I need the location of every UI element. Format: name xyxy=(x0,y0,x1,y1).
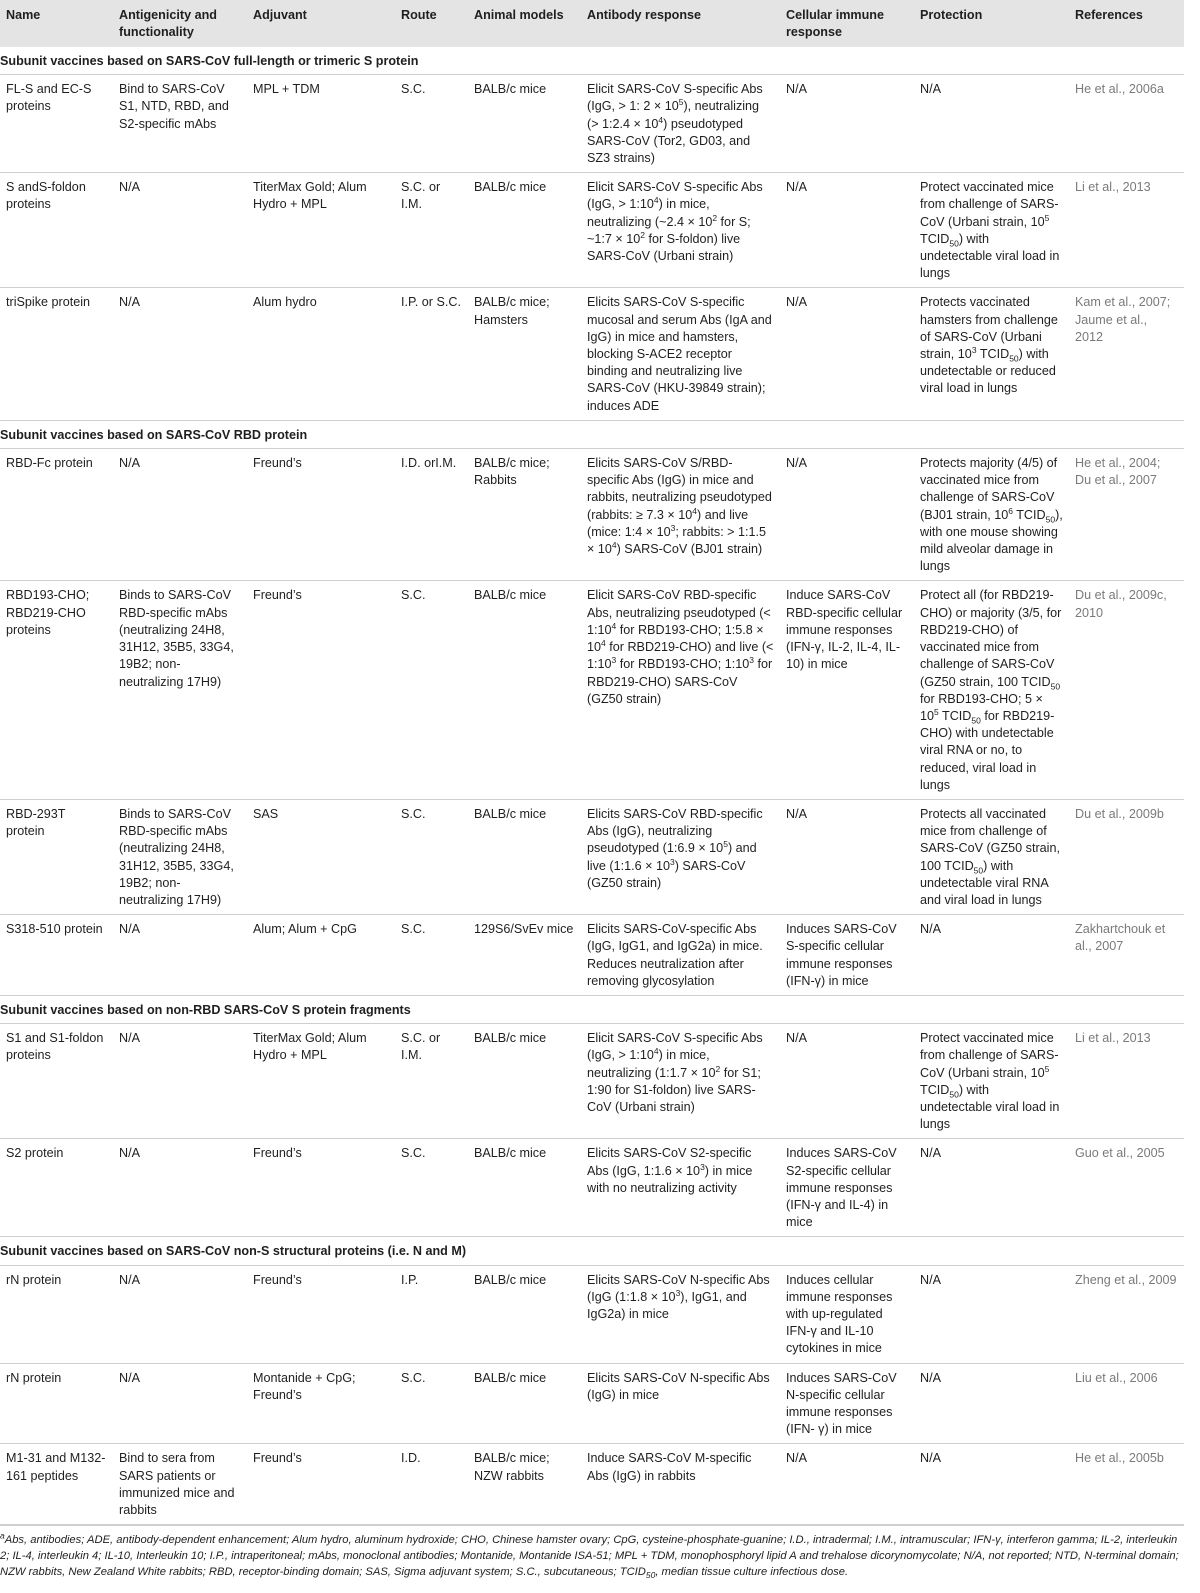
column-header: Antigenicity and functionality xyxy=(113,0,247,47)
cell-antibody-response: Elicit SARS-CoV S-specific Abs (IgG, > 1: $2 \times 10^5$), neutralizing (> 1:2.4 × $10^4$) pseudotyped SARS-CoV (Tor2, GD03, and SZ3 strains) xyxy=(581,75,780,173)
cell-references: Li et al., 2013 xyxy=(1069,173,1184,288)
cell-references: Liu et al., 2006 xyxy=(1069,1363,1184,1444)
cell-animal-models: BALB/c mice xyxy=(468,1363,581,1444)
cell-cellular-response: Induces cellular immune responses with up-regulated IFN-γ and IL-10 cytokines in mice xyxy=(780,1265,914,1363)
cell-references: Kam et al., 2007; Jaume et al., 2012 xyxy=(1069,288,1184,420)
cell-antibody-response: Elicits SARS-CoV N-specific Abs (IgG (1:1.8 × $10^3$), IgG1, and IgG2a) in mice xyxy=(581,1265,780,1363)
column-header: Name xyxy=(0,0,113,47)
cell-adjuvant: SAS xyxy=(247,799,395,914)
cell-protection: Protect vaccinated mice from challenge of SARS-CoV (Urbani strain, $10^5$ $TCID_{50}$) with undetectable viral load in lungs xyxy=(914,1024,1069,1139)
cell-antigenicity: Binds to SARS-CoV RBD-specific mAbs (neutralizing 24H8, 31H12, 35B5, 33G4, 19B2; non-neutralizing 17H9) xyxy=(113,581,247,799)
cell-route: S.C. xyxy=(395,1139,468,1237)
cell-protection: N/A xyxy=(914,915,1069,996)
cell-cellular-response: Induce SARS-CoV RBD-specific cellular immune responses (IFN-γ, IL-2, IL-4, IL-10) in mice xyxy=(780,581,914,799)
cell-protection: N/A xyxy=(914,1444,1069,1525)
cell-protection: Protects majority (4/5) of vaccinated mice from challenge of SARS-CoV (BJ01 strain, $10^6$ $TCID_{50}$), with one mouse showing mild alveolar damage in lungs xyxy=(914,449,1069,581)
cell-antibody-response: Elicits SARS-CoV S2-specific Abs (IgG, 1:1.6 × $10^3$) in mice with no neutralizing activity xyxy=(581,1139,780,1237)
cell-references: Du et al., 2009b xyxy=(1069,799,1184,914)
cell-name: triSpike protein xyxy=(0,288,113,420)
cell-antibody-response: Elicit SARS-CoV S-specific Abs (IgG, > $1:10^4$) in mice, neutralizing (~2.4 × $10^2$ for S; ~1:7 × $10^2$ for S-foldon) live SARS-CoV (Urbani strain) xyxy=(581,173,780,288)
table-row xyxy=(0,173,1184,288)
cell-route: S.C. xyxy=(395,915,468,996)
cell-adjuvant: Freund’s xyxy=(247,1265,395,1363)
cell-name: RBD-293T protein xyxy=(0,799,113,914)
section-title: Subunit vaccines based on SARS-CoV full-length or trimeric S protein xyxy=(0,47,1184,75)
cell-antibody-response: Elicit SARS-CoV S-specific Abs (IgG, > $1:10^4$) in mice, neutralizing (1:1.7 × $10^2$ for S1; 1:90 for S1-foldon) live SARS-CoV (Urbani strain) xyxy=(581,1024,780,1139)
cell-route: S.C. xyxy=(395,75,468,173)
cell-protection: Protects all vaccinated mice from challenge of SARS-CoV (GZ50 strain, 100 $TCID_{50}$) with undetectable viral RNA and viral load in lungs xyxy=(914,799,1069,914)
cell-antigenicity: N/A xyxy=(113,1363,247,1444)
cell-name: M1-31 and M132-161 peptides xyxy=(0,1444,113,1525)
cell-name: rN protein xyxy=(0,1363,113,1444)
column-header: References xyxy=(1069,0,1184,47)
cell-references: He et al., 2004; Du et al., 2007 xyxy=(1069,449,1184,581)
table-body xyxy=(0,47,1184,1525)
cell-name: S1 and S1-foldon proteins xyxy=(0,1024,113,1139)
section-title: Subunit vaccines based on non-RBD SARS-CoV S protein fragments xyxy=(0,995,1184,1023)
cell-route: S.C. xyxy=(395,799,468,914)
cell-cellular-response: N/A xyxy=(780,173,914,288)
cell-references: He et al., 2005b xyxy=(1069,1444,1184,1525)
cell-animal-models: BALB/c mice xyxy=(468,581,581,799)
cell-antigenicity: N/A xyxy=(113,449,247,581)
cell-animal-models: BALB/c mice; Rabbits xyxy=(468,449,581,581)
column-header: Route xyxy=(395,0,468,47)
cell-name: rN protein xyxy=(0,1265,113,1363)
cell-antibody-response: Elicits SARS-CoV S/RBD-specific Abs (IgG) in mice and rabbits, neutralizing pseudotyped (rabbits: ≥ $7.3 \times 10^4$) and live (mice: 1:4 × $10^3$; rabbits: > 1:1.5 × $10^4$) SARS-CoV (BJ01 strain) xyxy=(581,449,780,581)
cell-antigenicity: N/A xyxy=(113,915,247,996)
cell-animal-models: BALB/c mice xyxy=(468,75,581,173)
cell-antigenicity: N/A xyxy=(113,1265,247,1363)
cell-cellular-response: N/A xyxy=(780,1444,914,1525)
cell-cellular-response: N/A xyxy=(780,288,914,420)
cell-route: I.P. or S.C. xyxy=(395,288,468,420)
column-header: Adjuvant xyxy=(247,0,395,47)
column-header: Animal models xyxy=(468,0,581,47)
cell-route: S.C. or I.M. xyxy=(395,173,468,288)
cell-protection: N/A xyxy=(914,1265,1069,1363)
cell-name: S318-510 protein xyxy=(0,915,113,996)
cell-animal-models: BALB/c mice xyxy=(468,799,581,914)
cell-route: I.P. xyxy=(395,1265,468,1363)
cell-adjuvant: Alum; Alum + CpG xyxy=(247,915,395,996)
cell-cellular-response: N/A xyxy=(780,799,914,914)
cell-route: S.C. xyxy=(395,1363,468,1444)
header-row xyxy=(0,0,1184,47)
cell-route: S.C. or I.M. xyxy=(395,1024,468,1139)
cell-route: I.D. orI.M. xyxy=(395,449,468,581)
cell-references: He et al., 2006a xyxy=(1069,75,1184,173)
cell-antigenicity: N/A xyxy=(113,173,247,288)
table-row xyxy=(0,1139,1184,1237)
cell-cellular-response: Induces SARS-CoV S-specific cellular immune responses (IFN-γ) in mice xyxy=(780,915,914,996)
cell-route: S.C. xyxy=(395,581,468,799)
cell-cellular-response: N/A xyxy=(780,1024,914,1139)
cell-route: I.D. xyxy=(395,1444,468,1525)
cell-cellular-response: N/A xyxy=(780,75,914,173)
cell-name: RBD193-CHO; RBD219-CHO proteins xyxy=(0,581,113,799)
cell-antigenicity: N/A xyxy=(113,1024,247,1139)
cell-antibody-response: Elicits SARS-CoV RBD-specific Abs (IgG), neutralizing pseudotyped (1:6.9 × $10^5$) and live (1:1.6 × $10^3$) SARS-CoV (GZ50 strain) xyxy=(581,799,780,914)
cell-antigenicity: N/A xyxy=(113,1139,247,1237)
cell-protection: N/A xyxy=(914,1139,1069,1237)
cell-antigenicity: Bind to sera from SARS patients or immunized mice and rabbits xyxy=(113,1444,247,1525)
section-row xyxy=(0,47,1184,75)
cell-animal-models: BALB/c mice xyxy=(468,173,581,288)
cell-cellular-response: N/A xyxy=(780,449,914,581)
cell-name: FL-S and EC-S proteins xyxy=(0,75,113,173)
column-header: Antibody response xyxy=(581,0,780,47)
cell-adjuvant: Freund’s xyxy=(247,449,395,581)
cell-animal-models: BALB/c mice xyxy=(468,1024,581,1139)
cell-name: S andS-foldon proteins xyxy=(0,173,113,288)
column-header: Cellular immune response xyxy=(780,0,914,47)
table-footnote: $^a$Abs, antibodies; ADE, antibody-dependent enhancement; Alum hydro, aluminum hydroxide; CHO, Chinese hamster ovary; CpG, cysteine-phosphate-guanine; I.D., intradermal; I.M., intramuscular; IFN-γ, interferon gamma; IL-2, interleukin 2; IL-4, interleukin 4; IL-10, Interleukin 10; I.P., intraperitoneal; mAbs, monoclonal antibodies; Montanide, Montanide ISA-51; MPL + TDM, monophosphoryl lipid A and trehalose dicorynomycolate; N/A, not reported; NTD, N-terminal domain; NZW rabbits, New Zealand White rabbits; RBD, receptor-binding domain; SAS, Sigma adjuvant system; S.C., subcutaneous; $TCID_{50}$, median tissue culture infectious dose. xyxy=(0,1525,1184,1580)
cell-name: RBD-Fc protein xyxy=(0,449,113,581)
cell-antigenicity: N/A xyxy=(113,288,247,420)
cell-protection: Protects vaccinated hamsters from challenge of SARS-CoV (Urbani strain, $10^3$ $TCID_{50}$) with undetectable or reduced viral load in lungs xyxy=(914,288,1069,420)
table-row xyxy=(0,1265,1184,1363)
cell-animal-models: BALB/c mice xyxy=(468,1139,581,1237)
cell-cellular-response: Induces SARS-CoV N-specific cellular immune responses (IFN- γ) in mice xyxy=(780,1363,914,1444)
cell-references: Guo et al., 2005 xyxy=(1069,1139,1184,1237)
table-row xyxy=(0,288,1184,420)
cell-antigenicity: Bind to SARS-CoV S1, NTD, RBD, and S2-specific mAbs xyxy=(113,75,247,173)
cell-antigenicity: Binds to SARS-CoV RBD-specific mAbs (neutralizing 24H8, 31H12, 35B5, 33G4, 19B2; non-neutralizing 17H9) xyxy=(113,799,247,914)
cell-antibody-response: Elicits SARS-CoV S-specific mucosal and serum Abs (IgA and IgG) in mice and hamsters, blocking S-ACE2 receptor binding and neutralizing live SARS-CoV (HKU-39849 strain); induces ADE xyxy=(581,288,780,420)
section-row xyxy=(0,1237,1184,1265)
cell-adjuvant: MPL + TDM xyxy=(247,75,395,173)
table-row xyxy=(0,1444,1184,1525)
table-row xyxy=(0,1024,1184,1139)
cell-antibody-response: Elicits SARS-CoV-specific Abs (IgG, IgG1, and IgG2a) in mice. Reduces neutralization after removing glycosylation xyxy=(581,915,780,996)
cell-antibody-response: Elicits SARS-CoV N-specific Abs (IgG) in mice xyxy=(581,1363,780,1444)
cell-protection: Protect vaccinated mice from challenge of SARS-CoV (Urbani strain, $10^5$ $TCID_{50}$) with undetectable viral load in lungs xyxy=(914,173,1069,288)
table-header xyxy=(0,0,1184,47)
cell-adjuvant: Freund’s xyxy=(247,1139,395,1237)
cell-antibody-response: Elicit SARS-CoV RBD-specific Abs, neutralizing pseudotyped (< $1:10^4$ for RBD193-CHO; 1:5.8 × $10^4$ for RBD219-CHO) and live (< $1:10^3$ for RBD193-CHO; $1:10^3$ for RBD219-CHO) SARS-CoV (GZ50 strain) xyxy=(581,581,780,799)
cell-references: Du et al., 2009c, 2010 xyxy=(1069,581,1184,799)
cell-animal-models: BALB/c mice; Hamsters xyxy=(468,288,581,420)
table-row xyxy=(0,1363,1184,1444)
table-row xyxy=(0,915,1184,996)
cell-protection: N/A xyxy=(914,1363,1069,1444)
cell-animal-models: 129S6/SvEv mice xyxy=(468,915,581,996)
table-row xyxy=(0,799,1184,914)
cell-adjuvant: Freund’s xyxy=(247,581,395,799)
cell-adjuvant: Freund’s xyxy=(247,1444,395,1525)
cell-protection: N/A xyxy=(914,75,1069,173)
table-row xyxy=(0,75,1184,173)
cell-animal-models: BALB/c mice; NZW rabbits xyxy=(468,1444,581,1525)
section-row xyxy=(0,420,1184,448)
cell-references: Li et al., 2013 xyxy=(1069,1024,1184,1139)
cell-adjuvant: Alum hydro xyxy=(247,288,395,420)
cell-animal-models: BALB/c mice xyxy=(468,1265,581,1363)
cell-name: S2 protein xyxy=(0,1139,113,1237)
section-row xyxy=(0,995,1184,1023)
cell-adjuvant: Montanide + CpG; Freund’s xyxy=(247,1363,395,1444)
table-row xyxy=(0,581,1184,799)
column-header: Protection xyxy=(914,0,1069,47)
cell-protection: Protect all (for RBD219-CHO) or majority (3/5, for RBD219-CHO) of vaccinated mice from challenge of SARS-CoV (GZ50 strain, 100 $TCID_{50}$ for RBD193-CHO; $5 \times 10^5$ $TCID_{50}$ for RBD219-CHO) with undetectable viral RNA or no, to reduced, viral load in lungs xyxy=(914,581,1069,799)
cell-antibody-response: Induce SARS-CoV M-specific Abs (IgG) in rabbits xyxy=(581,1444,780,1525)
cell-references: Zakhartchouk et al., 2007 xyxy=(1069,915,1184,996)
section-title: Subunit vaccines based on SARS-CoV RBD protein xyxy=(0,420,1184,448)
cell-references: Zheng et al., 2009 xyxy=(1069,1265,1184,1363)
section-title: Subunit vaccines based on SARS-CoV non-S structural proteins (i.e. N and M) xyxy=(0,1237,1184,1265)
cell-cellular-response: Induces SARS-CoV S2-specific cellular immune responses (IFN-γ and IL-4) in mice xyxy=(780,1139,914,1237)
table-row xyxy=(0,449,1184,581)
cell-adjuvant: TiterMax Gold; Alum Hydro + MPL xyxy=(247,1024,395,1139)
cell-adjuvant: TiterMax Gold; Alum Hydro + MPL xyxy=(247,173,395,288)
